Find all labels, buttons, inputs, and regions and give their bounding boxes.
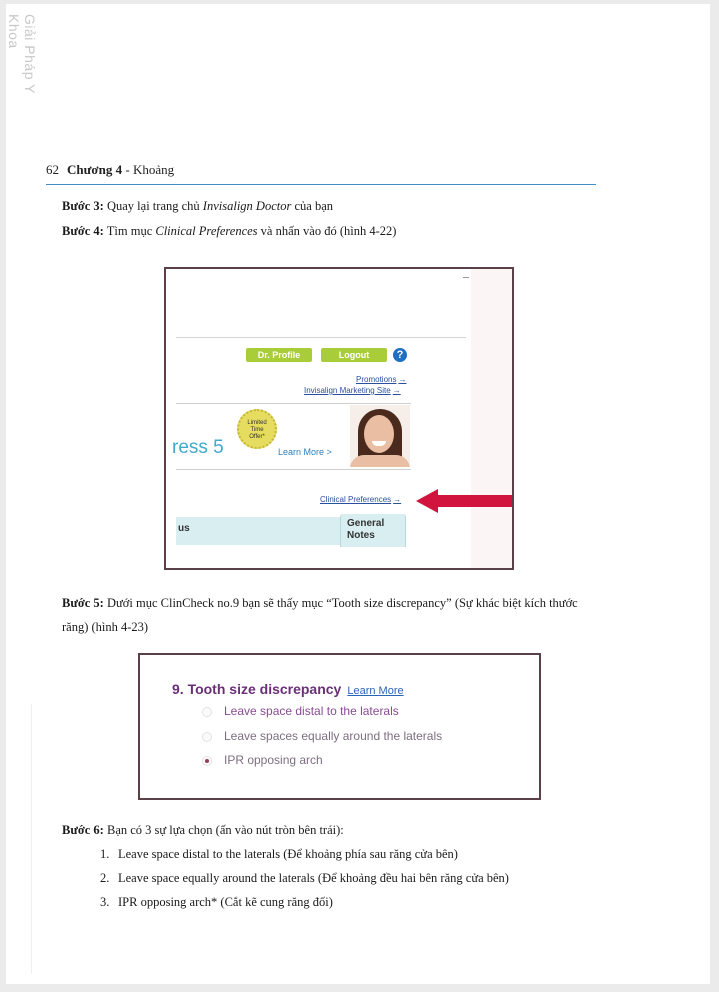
divider	[176, 337, 466, 338]
list-item	[100, 871, 509, 886]
smiling-woman-photo	[350, 405, 410, 467]
radio-leave-space-distal[interactable]	[202, 707, 212, 717]
tab-label: General	[347, 518, 385, 529]
header-separator: -	[122, 162, 133, 177]
option-leave-space-distal[interactable]: Leave space distal to the laterals	[224, 704, 399, 718]
list-number: 1.	[100, 847, 110, 861]
list-number: 2.	[100, 871, 110, 885]
step-4-label: Bước 4:	[62, 224, 104, 238]
running-header	[46, 162, 596, 185]
step-6-text: Bạn có 3 sự lựa chọn (ấn vào nút tròn bên trái):	[103, 823, 344, 837]
badge-line: Limited	[247, 420, 267, 426]
arrow-right-icon: →	[392, 386, 401, 395]
logout-button[interactable]: Logout	[321, 348, 387, 362]
figure-4-22-screenshot	[164, 267, 514, 570]
marketing-site-link[interactable]: Invisalign Marketing Site →	[304, 386, 401, 395]
help-icon[interactable]: ?	[393, 348, 407, 362]
section-label: Khoảng	[132, 162, 175, 177]
badge-line: Offer*	[249, 434, 265, 440]
step-4-text-after: và nhấn vào đó (hình 4-22)	[257, 224, 397, 238]
promotions-link[interactable]: Promotions →	[356, 375, 407, 384]
arrow-right-icon: →	[393, 495, 402, 504]
page-number: 62	[46, 162, 59, 177]
chapter-label: Chương 4	[67, 162, 123, 177]
learn-more-link[interactable]: Learn More >	[278, 447, 332, 457]
step-5-text-line2: răng) (hình 4-23)	[62, 620, 149, 634]
clinical-preferences-link[interactable]: Clinical Preferences →	[320, 495, 402, 504]
step-6-label: Bước 6:	[62, 823, 104, 837]
right-shade	[471, 269, 512, 568]
radio-leave-spaces-equally[interactable]	[202, 732, 212, 742]
tab-general-notes[interactable]	[340, 514, 406, 547]
list-item	[100, 895, 333, 910]
page-margin-line	[31, 704, 32, 974]
step-3-text: Quay lại trang chủ	[103, 199, 203, 213]
list-text: IPR opposing arch* (Cắt kẽ cung răng đối)	[118, 895, 333, 909]
step-3-emphasis: Invisalign Doctor	[202, 199, 292, 213]
badge-line: Time	[250, 427, 264, 433]
limited-offer-badge	[237, 409, 277, 449]
learn-more-link[interactable]: Learn More	[347, 685, 404, 697]
tooth-size-title	[172, 681, 404, 697]
option-leave-spaces-equally[interactable]: Leave spaces equally around the laterals	[224, 729, 443, 743]
tab-status[interactable]: us	[178, 523, 190, 534]
step-4-paragraph	[62, 219, 622, 243]
arrow-right-icon: →	[398, 375, 407, 384]
step-5-paragraph	[62, 591, 622, 639]
watermark-text: Giải Pháp Y Khoa	[6, 14, 38, 94]
step-4-emphasis: Clinical Preferences	[155, 224, 258, 238]
step-3-paragraph	[62, 194, 622, 218]
list-item	[100, 847, 458, 862]
option-ipr-opposing-arch[interactable]: IPR opposing arch	[224, 753, 323, 767]
document-page	[6, 4, 710, 984]
tab-label: Notes	[347, 530, 375, 541]
pointer-arrow-icon	[416, 489, 438, 513]
step-6-paragraph	[62, 818, 622, 842]
list-number: 3.	[100, 895, 110, 909]
step-5-label: Bước 5:	[62, 596, 104, 610]
list-text: Leave space distal to the laterals (Để khoảng phía sau răng cửa bên)	[118, 847, 458, 861]
pointer-arrow-shaft	[436, 495, 512, 507]
step-3-text-after: của bạn	[291, 199, 333, 213]
tooth-size-heading: 9. Tooth size discrepancy	[172, 681, 342, 697]
step-3-label: Bước 3:	[62, 199, 104, 213]
list-text: Leave space equally around the laterals (Để khoảng đều hai bên răng cửa bên)	[118, 871, 509, 885]
banner-title: ress 5	[172, 437, 224, 458]
step-4-text: Tìm mục	[103, 224, 156, 238]
figure-4-23-screenshot	[138, 653, 541, 800]
radio-ipr-opposing-arch[interactable]	[202, 756, 212, 766]
step-5-text: Dưới mục ClinCheck no.9 bạn sẽ thấy mục “Tooth size discrepancy” (Sự khác biệt kích thước	[103, 596, 578, 610]
window-dash	[463, 277, 469, 278]
dr-profile-button[interactable]: Dr. Profile	[246, 348, 312, 362]
